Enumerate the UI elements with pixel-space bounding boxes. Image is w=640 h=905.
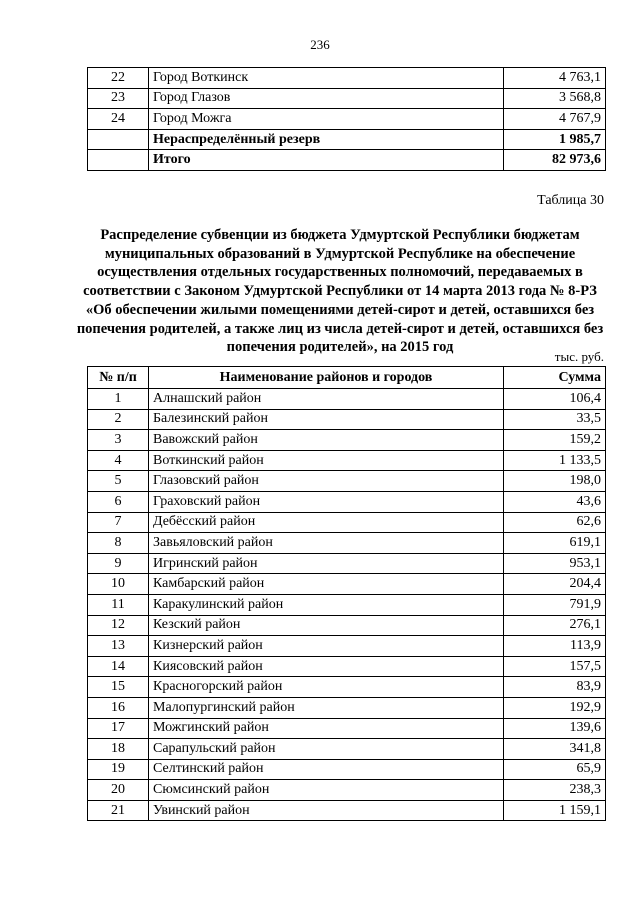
row-name: Малопургинский район [149, 697, 504, 718]
table-row [88, 450, 606, 471]
row-number: 15 [88, 677, 149, 698]
row-name: Город Можга [149, 109, 504, 130]
row-number: 5 [88, 471, 149, 492]
table-row [88, 677, 606, 698]
table-row [88, 739, 606, 760]
row-number: 17 [88, 718, 149, 739]
row-name: Глазовский район [149, 471, 504, 492]
row-sum: 192,9 [504, 697, 606, 718]
table-row [88, 636, 606, 657]
row-sum: 4 767,9 [504, 109, 606, 130]
row-name: Сюмсинский район [149, 780, 504, 801]
row-number: 11 [88, 594, 149, 615]
row-name: Нераспределённый резерв [149, 129, 504, 150]
units-label: тыс. руб. [554, 349, 604, 364]
subvention-table [87, 366, 606, 821]
table-row [88, 615, 606, 636]
table-row [88, 109, 606, 130]
page-number: 236 [310, 37, 330, 52]
header-sum: Сумма [504, 367, 606, 389]
row-name: Кизнерский район [149, 636, 504, 657]
row-name: Каракулинский район [149, 594, 504, 615]
row-sum: 204,4 [504, 574, 606, 595]
table-row [88, 129, 606, 150]
row-sum: 159,2 [504, 430, 606, 451]
row-sum: 619,1 [504, 533, 606, 554]
row-name: Итого [149, 150, 504, 171]
row-sum: 276,1 [504, 615, 606, 636]
table-row [88, 68, 606, 89]
row-name: Город Глазов [149, 88, 504, 109]
row-number: 7 [88, 512, 149, 533]
row-name: Балезинский район [149, 409, 504, 430]
row-name: Киясовский район [149, 656, 504, 677]
row-name: Кезский район [149, 615, 504, 636]
table-row [88, 409, 606, 430]
row-name: Дебёсский район [149, 512, 504, 533]
table-row [88, 533, 606, 554]
row-number: 9 [88, 553, 149, 574]
table-row [88, 656, 606, 677]
row-sum: 238,3 [504, 780, 606, 801]
row-number [88, 129, 149, 150]
row-name: Воткинский район [149, 450, 504, 471]
row-number: 22 [88, 68, 149, 89]
row-name: Селтинский район [149, 759, 504, 780]
row-name: Красногорский район [149, 677, 504, 698]
row-name: Алнашский район [149, 389, 504, 410]
row-sum: 1 159,1 [504, 800, 606, 821]
row-sum: 83,9 [504, 677, 606, 698]
row-number: 1 [88, 389, 149, 410]
row-sum: 82 973,6 [504, 150, 606, 171]
row-sum: 3 568,8 [504, 88, 606, 109]
table-row [88, 430, 606, 451]
continuation-table [87, 67, 606, 171]
row-sum: 106,4 [504, 389, 606, 410]
table-row [88, 697, 606, 718]
row-name: Увинский район [149, 800, 504, 821]
table-row [88, 150, 606, 171]
row-number: 24 [88, 109, 149, 130]
table-heading: Распределение субвенции из бюджета Удмуртской Республики бюджетам муниципальных образований в Удмуртской Республике на обеспечение осуществления отдельных государственных полномочий, передаваемых в соответствии с Законом Удмуртской Республики от 14 марта 2013 года № 8-РЗ «Об обеспечении жилыми помещениями детей-сирот и детей, оставшихся без попечения родителей, а также лиц из числа детей-сирот и детей, оставшихся без попечения родителей», на 2015 год [76, 227, 604, 356]
table-row [88, 718, 606, 739]
row-number: 19 [88, 759, 149, 780]
table-row [88, 594, 606, 615]
table-row [88, 471, 606, 492]
row-number: 2 [88, 409, 149, 430]
row-name: Завьяловский район [149, 533, 504, 554]
row-number: 4 [88, 450, 149, 471]
row-sum: 1 133,5 [504, 450, 606, 471]
table-row [88, 491, 606, 512]
row-sum: 953,1 [504, 553, 606, 574]
row-name: Игринский район [149, 553, 504, 574]
row-number: 3 [88, 430, 149, 451]
row-sum: 791,9 [504, 594, 606, 615]
row-name: Вавожский район [149, 430, 504, 451]
row-sum: 157,5 [504, 656, 606, 677]
row-number: 8 [88, 533, 149, 554]
table-row [88, 780, 606, 801]
header-number: № п/п [88, 367, 149, 389]
table-row [88, 512, 606, 533]
row-name: Граховский район [149, 491, 504, 512]
row-number: 20 [88, 780, 149, 801]
table-row [88, 389, 606, 410]
table-row [88, 553, 606, 574]
row-sum: 62,6 [504, 512, 606, 533]
row-number: 13 [88, 636, 149, 657]
row-number: 16 [88, 697, 149, 718]
row-number: 12 [88, 615, 149, 636]
table-row [88, 759, 606, 780]
row-sum: 198,0 [504, 471, 606, 492]
row-number: 10 [88, 574, 149, 595]
table-row [88, 800, 606, 821]
row-sum: 33,5 [504, 409, 606, 430]
row-number [88, 150, 149, 171]
row-sum: 4 763,1 [504, 68, 606, 89]
header-name: Наименование районов и городов [149, 367, 504, 389]
row-number: 18 [88, 739, 149, 760]
row-number: 6 [88, 491, 149, 512]
row-sum: 113,9 [504, 636, 606, 657]
row-sum: 139,6 [504, 718, 606, 739]
row-sum: 43,6 [504, 491, 606, 512]
table-label: Таблица 30 [537, 193, 604, 208]
row-name: Сарапульский район [149, 739, 504, 760]
row-number: 23 [88, 88, 149, 109]
row-name: Камбарский район [149, 574, 504, 595]
row-sum: 1 985,7 [504, 129, 606, 150]
table-row [88, 88, 606, 109]
table-row [88, 574, 606, 595]
row-number: 21 [88, 800, 149, 821]
row-name: Можгинский район [149, 718, 504, 739]
row-sum: 65,9 [504, 759, 606, 780]
row-name: Город Воткинск [149, 68, 504, 89]
row-number: 14 [88, 656, 149, 677]
table-header-row [88, 367, 606, 389]
row-sum: 341,8 [504, 739, 606, 760]
